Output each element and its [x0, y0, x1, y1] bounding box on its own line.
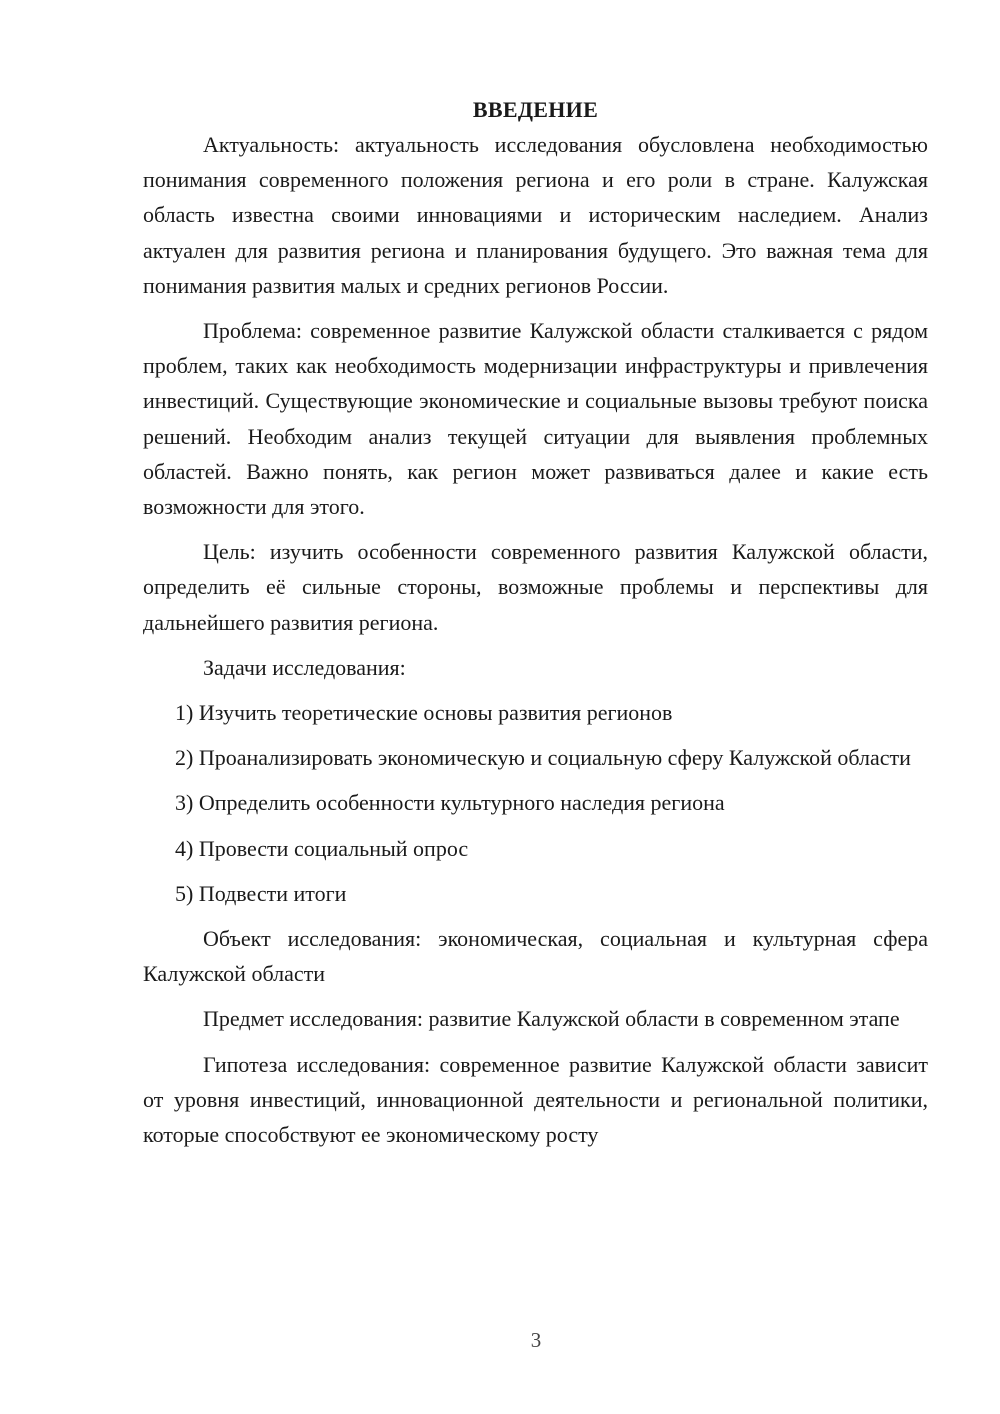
task-item: 2) Проанализировать экономическую и социальную сферу Калужской области — [175, 745, 911, 771]
paragraph-tasks-intro: Задачи исследования: — [203, 654, 406, 680]
task-item: 1) Изучить теоретические основы развития регионов — [175, 700, 673, 726]
task-item: 5) Подвести итоги — [175, 880, 347, 906]
document-page — [143, 92, 928, 1162]
page-number: 3 — [530, 1328, 542, 1352]
paragraph-goal: Цель: изучить особенности современного развития Калужской области, определить её сильные стороны, возможные проблемы и перспективы для дальнейшего развития региона. — [143, 539, 928, 635]
paragraph-subject: Предмет исследования: развитие Калужской области в современном этапе — [203, 1006, 900, 1032]
task-item: 4) Провести социальный опрос — [175, 835, 469, 861]
paragraph-object: Объект исследования: экономическая, социальная и культурная сфера Калужской области — [143, 926, 928, 987]
paragraph-problem: Проблема: современное развитие Калужской области сталкивается с рядом проблем, таких как необходимость модернизации инфраструктуры и привлечения инвестиций. Существующие экономические и социальные вызовы требуют поиска решений. Необходим анализ текущей ситуации для выявления проблемных областей. Важно понять, как регион может развиваться далее и какие есть возможности для этого. — [143, 318, 928, 520]
task-item: 3) Определить особенности культурного наследия региона — [175, 790, 725, 816]
paragraph-hypothesis: Гипотеза исследования: современное развитие Калужской области зависит от уровня инвестиций, инновационной деятельности и региональной политики, которые способствуют ее экономическому росту — [143, 1051, 928, 1148]
section-heading: ВВЕДЕНИЕ — [472, 97, 599, 122]
paragraph-relevance: Актуальность: актуальность исследования обусловлена необходимостью понимания современного положения региона и его роли в стране. Калужская область известна своими инновациями и историческим наследием. Анализ актуален для развития региона и планирования будущего. Это важная тема для понимания развития малых и средних регионов России. — [143, 132, 928, 298]
